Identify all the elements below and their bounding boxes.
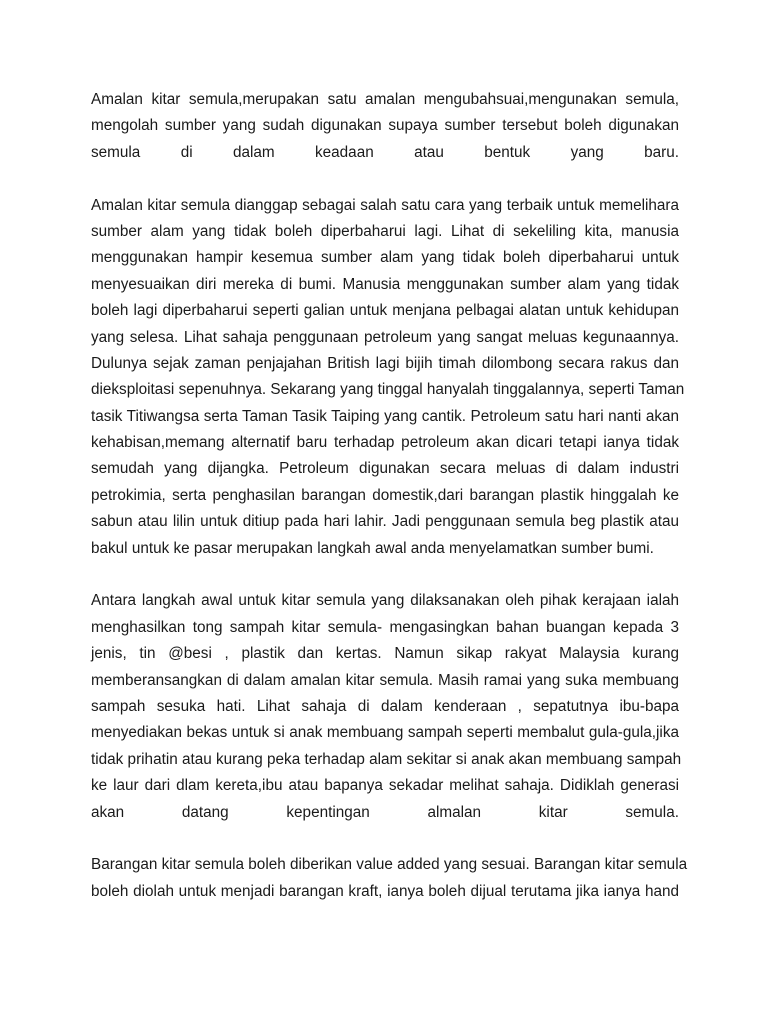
text-line: Dulunya sejak zaman penjajahan British lagi bijih timah dilombong secara rakus dan [91, 354, 679, 372]
text-line: petrokimia, serta penghasilan barangan domestik,dari barangan plastik hinggalah ke [91, 486, 679, 504]
paragraph-gap [91, 562, 679, 588]
word: semula [91, 143, 141, 161]
word: almalan [427, 803, 482, 821]
text-line: Amalan kitar semula dianggap sebagai salah satu cara yang terbaik untuk memelihara [91, 196, 679, 214]
word: dalam [232, 143, 275, 161]
word: kitar [538, 803, 568, 821]
paragraph-4 [91, 852, 688, 905]
text-line: Antara langkah awal untuk kitar semula yang dilaksanakan oleh pihak kerajaan ialah [91, 592, 679, 610]
text-line: memberansangkan di dalam amalan kitar semula. Masih ramai yang suka membuang [91, 671, 679, 689]
text-line: boleh diolah untuk menjadi barangan kraft, ianya boleh dijual terutama jika ianya hand [91, 882, 679, 900]
word: atau [414, 143, 444, 161]
word: yang [570, 143, 604, 161]
text-line: sabun atau lilin untuk ditiup pada hari lahir. Jadi penggunaan semula beg plastik atau [91, 513, 679, 531]
word: bentuk [484, 143, 531, 161]
text-line: ke laur dari dlam kereta,ibu atau bapanya sekadar melihat sahaja. Didiklah generasi [91, 777, 679, 795]
word: datang [181, 803, 229, 821]
word: kepentingan [286, 803, 370, 821]
text-line: semudah yang dijangka. Petroleum digunakan secara meluas di dalam industri [91, 460, 679, 478]
word: akan [91, 803, 125, 821]
text-line: menghasilkan tong sampah kitar semula- mengasingkan bahan buangan kepada 3 [91, 618, 679, 636]
document-body [91, 87, 688, 905]
text-line: menyediakan bekas untuk si anak membuang sampah seperti membalut gula-gula,jika [91, 724, 679, 742]
text-line: mengolah sumber yang sudah digunakan supaya sumber tersebut boleh digunakan [91, 117, 679, 135]
text-line: tasik Titiwangsa serta Taman Tasik Taiping yang cantik. Petroleum satu hari nanti akan [91, 407, 679, 425]
text-line: boleh lagi diperbaharui seperti galian untuk menjana pelbagai alatan untuk kehidupan [91, 302, 679, 320]
text-line: sampah sesuka hati. Lihat sahaja di dalam kenderaan , sepatutnya ibu-bapa [91, 697, 679, 715]
text-line: dieksploitasi sepenuhnya. Sekarang yang tinggal hanyalah tinggalannya, seperti Taman [91, 381, 685, 399]
paragraph-gap [91, 166, 679, 192]
text-line: Barangan kitar semula boleh diberikan value added yang sesuai. Barangan kitar semula [91, 856, 688, 874]
paragraph-gap [91, 826, 679, 852]
text-line: bakul untuk ke pasar merupakan langkah awal anda menyelamatkan sumber bumi. [91, 539, 654, 557]
paragraph-1 [91, 87, 679, 166]
word: baru. [644, 143, 679, 161]
text-line: tidak prihatin atau kurang peka terhadap alam sekitar si anak akan membuang sampah [91, 750, 682, 768]
text-line: Amalan kitar semula,merupakan satu amalan mengubahsuai,mengunakan semula, [91, 91, 679, 108]
text-line: menggunakan hampir kesemua sumber alam yang tidak boleh diperbaharui untuk [91, 249, 679, 267]
word: keadaan [315, 143, 374, 161]
word: di [180, 143, 193, 161]
text-line: sumber alam yang tidak boleh diperbaharui lagi. Lihat di sekeliling kita, manusia [91, 222, 679, 240]
text-line: menyesuaikan diri mereka di bumi. Manusia menggunakan sumber alam yang tidak [91, 275, 679, 293]
paragraph-3 [91, 588, 682, 826]
word: semula. [625, 803, 679, 821]
text-line-spread [91, 140, 679, 166]
text-line: jenis, tin @besi , plastik dan kertas. Namun sikap rakyat Malaysia kurang [91, 645, 679, 663]
text-line-spread [91, 800, 679, 826]
paragraph-2 [91, 193, 685, 562]
text-line: yang selesa. Lihat sahaja penggunaan petroleum yang sangat meluas kegunaannya. [91, 328, 679, 346]
text-line: kehabisan,memang alternatif baru terhadap petroleum akan dicari tetapi ianya tidak [91, 434, 679, 452]
